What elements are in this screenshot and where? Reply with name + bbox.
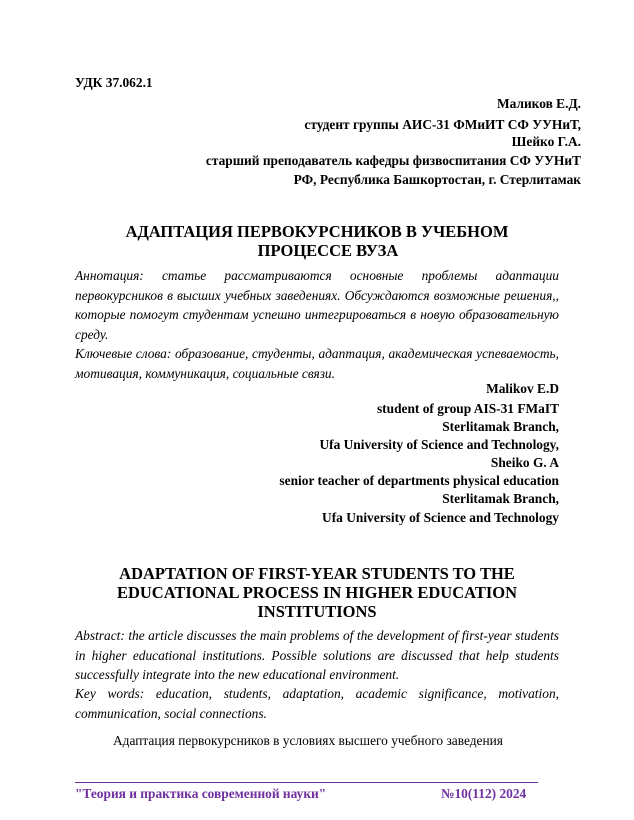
ru-author-position-1: студент группы АИС-31 ФМиИТ СФ УУНиТ, xyxy=(304,117,581,132)
ru-author-name-1: Маликов Е.Д. xyxy=(497,96,581,111)
ru-title xyxy=(75,222,559,260)
en-author-position-1: student of group AIS-31 FMaIT xyxy=(376,401,559,416)
en-title xyxy=(75,564,559,621)
en-author-name-1: Malikov E.D xyxy=(486,381,559,396)
ru-author-position-2: старший преподаватель кафедры физвоспитания СФ УУНиТ xyxy=(205,153,581,168)
en-keywords: Key words: education, students, adaptation, academic significance, motivation, communication, social connections. xyxy=(75,686,559,721)
udk-code: УДК 37.062.1 xyxy=(75,75,153,90)
en-author-university-1: Ufa University of Science and Technology, xyxy=(319,437,559,452)
en-author-branch-1: Sterlitamak Branch, xyxy=(442,419,559,434)
footer-issue-number: №10(112) 2024 xyxy=(441,786,527,801)
ru-title-line-1: АДАПТАЦИЯ ПЕРВОКУРСНИКОВ В УЧЕБНОМ xyxy=(125,222,509,241)
en-abstract: Abstract: the article discusses the main problems of the development of first-year students in higher educational institutions. Possible solutions are discussed that help students successfully integrate into the new educational environment. xyxy=(75,628,559,683)
ru-keywords: Ключевые слова: образование, студенты, адаптация, академическая успеваемость, мотивация, коммуникация, социальные связи. xyxy=(75,346,559,381)
en-author-university-2: Ufa University of Science and Technology xyxy=(322,510,559,525)
en-author-position-2: senior teacher of departments physical education xyxy=(279,473,559,488)
ru-annotation: Аннотация: статье рассматриваются основные проблемы адаптации первокурсников в высших учебных заведениях. Обсуждаются возможные решения,, которые помогут студентам успешно интегрироваться в новую образовательную среду. xyxy=(75,268,559,342)
footer-journal-name: "Теория и практика современной науки" xyxy=(75,786,327,801)
ru-author-location: РФ, Республика Башкортостан, г. Стерлитамак xyxy=(293,172,581,187)
en-author-name-2: Sheiko G. A xyxy=(490,455,559,470)
en-title-line-1: ADAPTATION OF FIRST-YEAR STUDENTS TO THE xyxy=(119,564,515,583)
en-author-branch-2: Sterlitamak Branch, xyxy=(442,491,559,506)
en-title-line-2: EDUCATIONAL PROCESS IN HIGHER EDUCATION xyxy=(116,583,518,602)
ru-title-line-2: ПРОЦЕССЕ ВУЗА xyxy=(257,241,399,260)
body-paragraph: Адаптация первокурсников в условиях высшего учебного заведения xyxy=(113,733,503,748)
ru-author-name-2: Шейко Г.А. xyxy=(511,134,581,149)
footer-rule xyxy=(75,782,538,783)
en-title-line-3: INSTITUTIONS xyxy=(257,602,377,621)
